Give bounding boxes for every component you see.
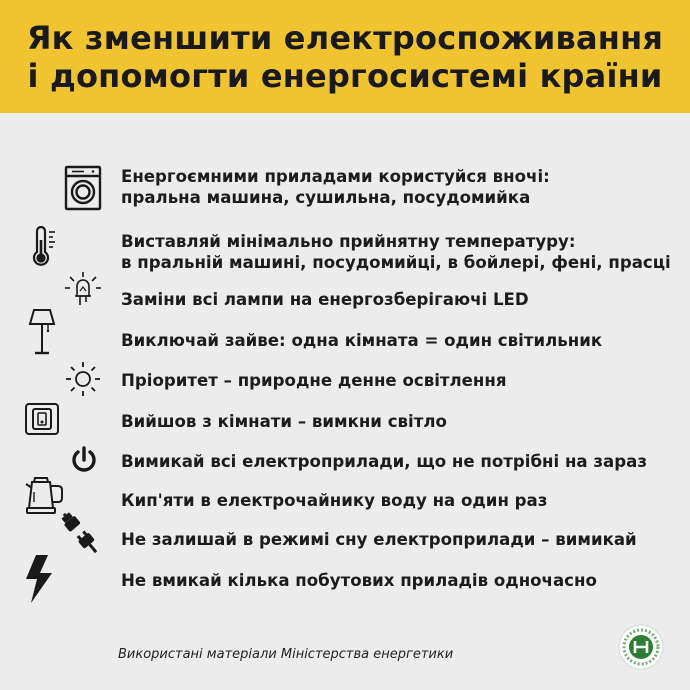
ministry-logo-icon: [618, 624, 664, 670]
tip-text-line: Енергоємними приладами користуйся вночі:: [121, 167, 550, 186]
unplug-icon: [55, 508, 105, 558]
washing-machine-icon: [64, 165, 102, 211]
page-title-line-2: і допомогти енергосистемі країни: [27, 56, 663, 95]
page-title-line-1: Як зменшити електроспоживання: [26, 18, 664, 57]
tip-text-line: в пральній машині, посудомийці, в бойлері, фені, праcці: [121, 253, 671, 272]
tip-text-line: Виставляй мінімально прийнятну температуру:: [121, 232, 576, 251]
tip-text-line: Не залишай в режимі сну електроприлади – вимикай: [121, 530, 637, 549]
light-switch-icon: [24, 402, 60, 436]
tip-text-line: Вимикай всі електроприлади, що не потрібні на зараз: [121, 452, 647, 471]
lightning-icon: [22, 553, 56, 605]
page-header: [0, 0, 690, 113]
tip-text-line: Вийшов з кімнати – вимкни світло: [121, 412, 447, 431]
tip-text-line: Не вмикай кілька побутових приладів одночасно: [121, 571, 597, 590]
tip-text-line: Виключай зайве: одна кімната = один світильник: [121, 331, 603, 350]
tip-text-line: Кип'яти в електрочайнику воду на один раз: [121, 491, 548, 510]
thermometer-icon: [30, 226, 58, 268]
tip-text-line: Пріоритет – природне денне освітлення: [121, 371, 507, 390]
floor-lamp-icon: [28, 308, 56, 356]
tip-text-line: пральна машина, сушильна, посудомийка: [121, 188, 531, 207]
source-credit: Використані матеріали Міністерства енергетики: [118, 647, 454, 662]
sun-icon: [64, 360, 102, 398]
power-icon: [70, 445, 98, 475]
led-bulb-icon: [64, 271, 102, 307]
tip-text-line: Заміни всі лампи на енергозберігаючі LED: [121, 290, 529, 309]
